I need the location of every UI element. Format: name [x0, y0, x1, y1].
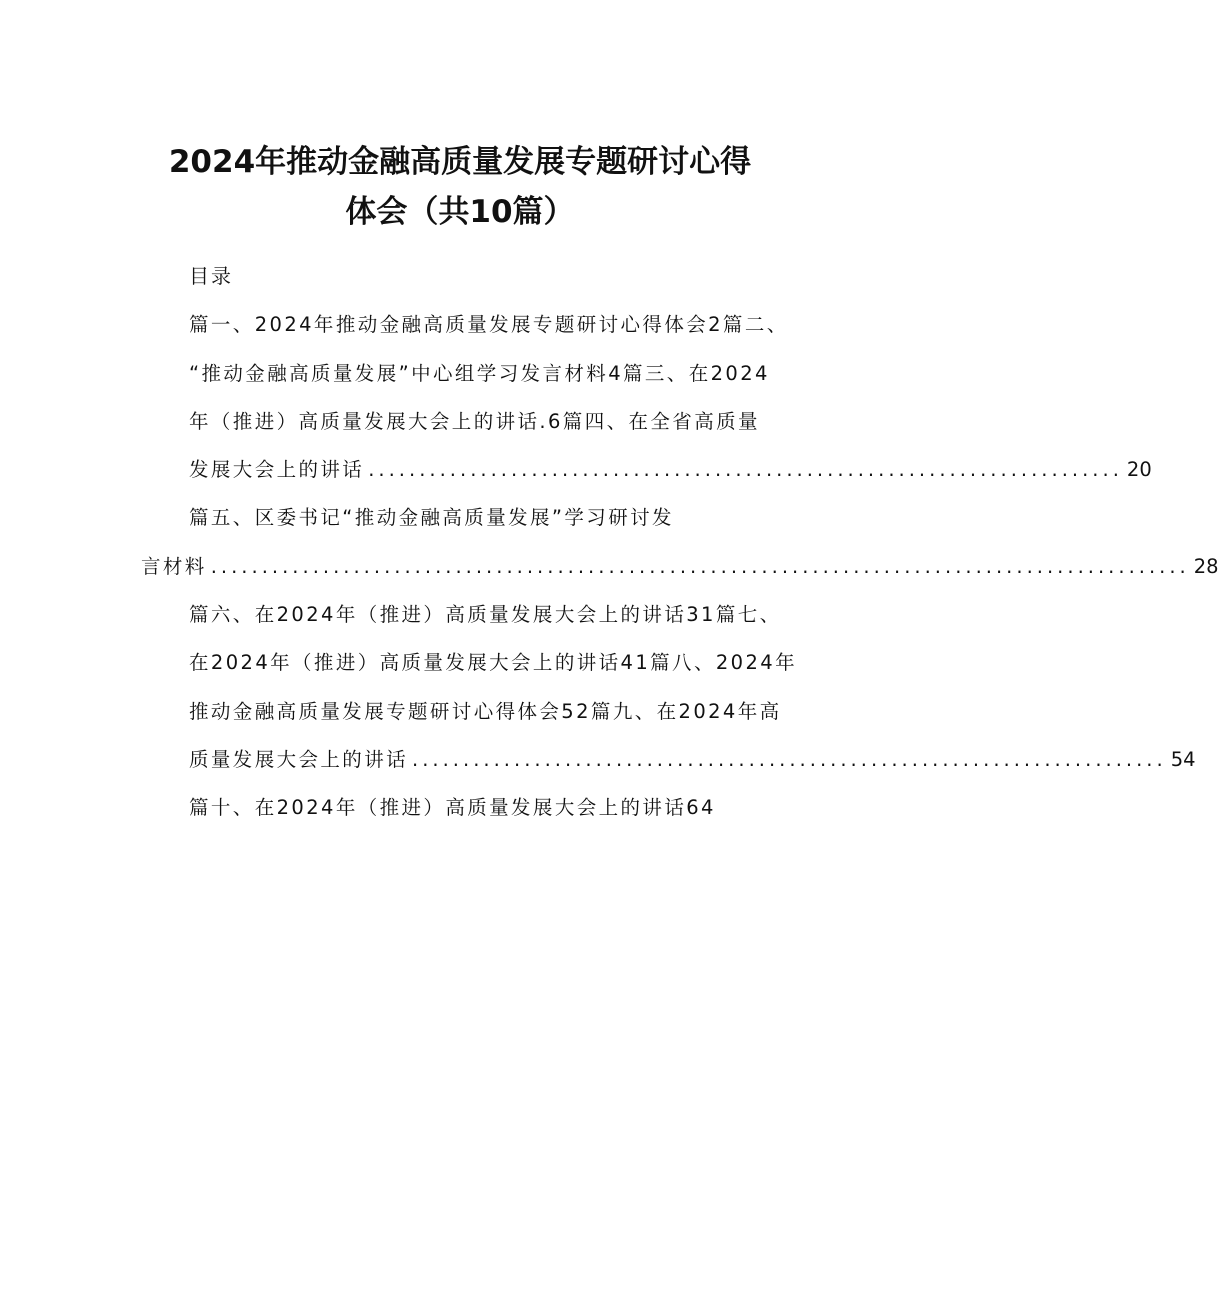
toc-line[interactable]: 篇一、2024年推动金融高质量发展专题研讨心得体会2篇二、 — [189, 313, 789, 336]
toc-page-number: 54 — [1170, 748, 1196, 771]
toc-line[interactable]: “推动金融高质量发展”中心组学习发言材料4篇三、在2024 — [189, 362, 770, 385]
toc-heading: 目录 — [189, 264, 233, 288]
document-title-line-2: 体会（共10篇） — [345, 194, 575, 230]
toc-line[interactable] — [141, 553, 1219, 581]
toc-leader-dots: .......................................................................... — [368, 458, 1123, 481]
toc-line[interactable]: 篇十、在2024年（推进）高质量发展大会上的讲话64 — [189, 796, 716, 819]
toc-line[interactable]: 篇五、区委书记“推动金融高质量发展”学习研讨发 — [189, 506, 674, 529]
toc-line[interactable] — [189, 456, 1152, 484]
toc-entry-text: 质量发展大会上的讲话 — [189, 748, 409, 771]
toc-page-number: 28 — [1193, 555, 1219, 578]
toc-entry-text: 发展大会上的讲话 — [189, 458, 365, 481]
document-title-line-1: 2024年推动金融高质量发展专题研讨心得 — [168, 144, 752, 180]
toc-entry-text: 言材料 — [141, 555, 207, 578]
toc-line[interactable]: 篇六、在2024年（推进）高质量发展大会上的讲话31篇七、 — [189, 603, 782, 626]
toc-page-number: 20 — [1126, 458, 1152, 481]
toc-line[interactable]: 年（推进）高质量发展大会上的讲话.6篇四、在全省高质量 — [189, 410, 760, 433]
toc-line[interactable]: 推动金融高质量发展专题研讨心得体会52篇九、在2024年高 — [189, 700, 782, 723]
toc-line[interactable]: 在2024年（推进）高质量发展大会上的讲话41篇八、2024年 — [189, 651, 797, 674]
toc-leader-dots: ................................................................................................ — [210, 555, 1190, 578]
toc-line[interactable] — [189, 746, 1196, 774]
toc-leader-dots: .......................................................................... — [412, 748, 1167, 771]
